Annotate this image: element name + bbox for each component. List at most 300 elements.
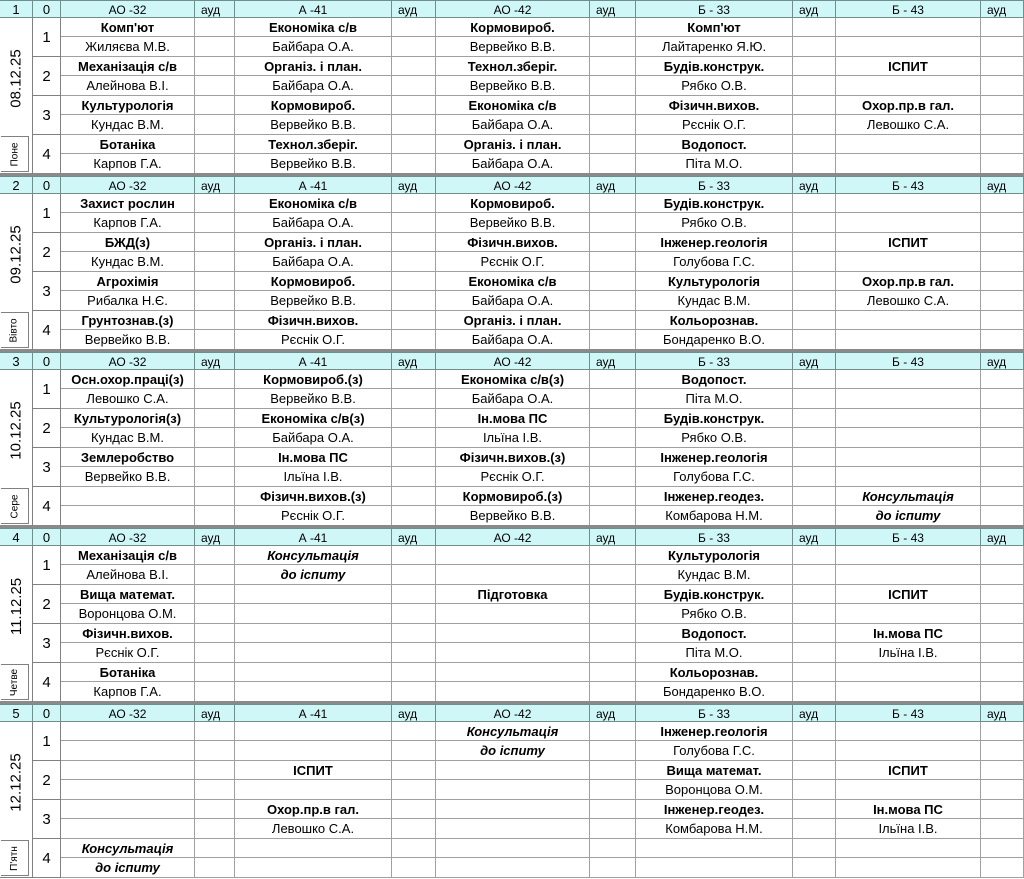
- teacher-cell: [836, 682, 981, 702]
- aud-cell: [195, 780, 235, 800]
- teacher-cell: [836, 76, 981, 96]
- aud-cell: [590, 252, 636, 272]
- teacher-cell: Ільїна І.В.: [836, 643, 981, 663]
- subject-cell: [836, 448, 981, 467]
- aud-cell: [392, 858, 436, 878]
- teacher-cell: Бондаренко В.О.: [636, 682, 793, 702]
- group-header: Б - 43: [836, 704, 981, 722]
- day-header-row: [0, 0, 1024, 18]
- teacher-cell: Вервейко В.В.: [235, 389, 392, 409]
- aud-cell: [195, 565, 235, 585]
- aud-cell: [392, 154, 436, 174]
- aud-cell: [981, 76, 1024, 96]
- aud-cell: [392, 682, 436, 702]
- aud-header: ауд: [392, 704, 436, 722]
- day-header-row: [0, 528, 1024, 546]
- teacher-cell: Голубова Г.С.: [636, 252, 793, 272]
- aud-cell: [793, 291, 836, 311]
- teacher-cell: [61, 780, 195, 800]
- aud-cell: [392, 565, 436, 585]
- teacher-cell: Вервейко В.В.: [61, 330, 195, 350]
- teacher-cell: [836, 467, 981, 487]
- aud-cell: [590, 370, 636, 389]
- aud-cell: [590, 330, 636, 350]
- aud-cell: [981, 330, 1024, 350]
- teacher-cell: Воронцова О.М.: [636, 780, 793, 800]
- aud-cell: [195, 57, 235, 76]
- aud-header: ауд: [590, 0, 636, 18]
- subject-cell: [61, 487, 195, 506]
- teacher-cell: [61, 741, 195, 761]
- teacher-cell: [636, 858, 793, 878]
- aud-cell: [590, 800, 636, 819]
- teacher-cell: [61, 819, 195, 839]
- aud-cell: [981, 682, 1024, 702]
- teacher-cell: [235, 643, 392, 663]
- aud-cell: [981, 18, 1024, 37]
- subject-cell: Інженер.геологія: [636, 233, 793, 252]
- day-date: [0, 18, 33, 138]
- teacher-cell: Байбара О.А.: [235, 76, 392, 96]
- aud-cell: [392, 428, 436, 448]
- date-column: [0, 194, 33, 350]
- group-header: А -41: [235, 528, 392, 546]
- teacher-cell: Лайтаренко Я.Ю.: [636, 37, 793, 57]
- teacher-cell: Левошко С.А.: [235, 819, 392, 839]
- subject-cell: [836, 546, 981, 565]
- aud-header: ауд: [590, 704, 636, 722]
- aud-header: ауд: [793, 176, 836, 194]
- subject-cell: Ботаніка: [61, 135, 195, 154]
- aud-cell: [981, 624, 1024, 643]
- aud-cell: [793, 448, 836, 467]
- aud-cell: [981, 819, 1024, 839]
- subject-cell: Фізичн.вихов.(з): [436, 448, 590, 467]
- day-number: 4: [0, 528, 33, 546]
- aud-cell: [981, 643, 1024, 663]
- subject-cell: Культурологія(з): [61, 409, 195, 428]
- aud-cell: [392, 135, 436, 154]
- teacher-cell: до іспиту: [436, 741, 590, 761]
- group-header: Б - 33: [636, 528, 793, 546]
- weekday-text: П'ятн: [9, 845, 20, 871]
- subject-cell: Організ. і план.: [436, 135, 590, 154]
- teacher-cell: Комбарова Н.М.: [636, 819, 793, 839]
- teacher-cell: Вервейко В.В.: [436, 506, 590, 526]
- aud-cell: [590, 722, 636, 741]
- aud-header: ауд: [981, 704, 1024, 722]
- teacher-cell: до іспиту: [61, 858, 195, 878]
- aud-cell: [590, 213, 636, 233]
- aud-cell: [392, 252, 436, 272]
- teacher-cell: Рєснік О.Г.: [61, 643, 195, 663]
- day-date: [0, 722, 33, 842]
- aud-cell: [981, 96, 1024, 115]
- aud-cell: [793, 839, 836, 858]
- subject-cell: Комп'ют: [636, 18, 793, 37]
- aud-cell: [793, 135, 836, 154]
- subject-cell: [235, 585, 392, 604]
- teacher-cell: Байбара О.А.: [436, 389, 590, 409]
- day-block: [0, 176, 1024, 350]
- aud-cell: [590, 780, 636, 800]
- aud-cell: [981, 467, 1024, 487]
- teacher-cell: Рябко О.В.: [636, 604, 793, 624]
- day-date-text: 09.12.25: [8, 224, 26, 284]
- teacher-cell: [235, 741, 392, 761]
- teacher-cell: Алейнова В.І.: [61, 76, 195, 96]
- aud-cell: [195, 154, 235, 174]
- subject-cell: [836, 370, 981, 389]
- subject-cell: [235, 722, 392, 741]
- lesson-zero-label: 0: [33, 528, 61, 546]
- lesson-number: 1: [33, 370, 61, 409]
- aud-header: ауд: [590, 528, 636, 546]
- aud-cell: [590, 858, 636, 878]
- teacher-cell: [436, 858, 590, 878]
- subject-cell: Грунтознав.(з): [61, 311, 195, 330]
- subject-cell: [61, 761, 195, 780]
- aud-header: ауд: [392, 0, 436, 18]
- aud-cell: [195, 839, 235, 858]
- subject-cell: Інженер.геологія: [636, 448, 793, 467]
- teacher-cell: [235, 604, 392, 624]
- lesson-zero-label: 0: [33, 704, 61, 722]
- subject-cell: Консультація: [235, 546, 392, 565]
- aud-cell: [392, 311, 436, 330]
- group-header: Б - 33: [636, 0, 793, 18]
- teacher-cell: Байбара О.А.: [235, 37, 392, 57]
- aud-cell: [195, 213, 235, 233]
- aud-cell: [392, 57, 436, 76]
- teacher-cell: [836, 213, 981, 233]
- aud-cell: [195, 487, 235, 506]
- group-header: АО -42: [436, 528, 590, 546]
- day-date-text: 08.12.25: [8, 48, 26, 108]
- aud-cell: [981, 741, 1024, 761]
- lesson-number: 1: [33, 18, 61, 57]
- aud-cell: [793, 819, 836, 839]
- aud-cell: [590, 154, 636, 174]
- aud-cell: [793, 115, 836, 135]
- aud-cell: [590, 272, 636, 291]
- teacher-cell: Рєснік О.Г.: [436, 467, 590, 487]
- aud-cell: [392, 487, 436, 506]
- aud-cell: [981, 233, 1024, 252]
- aud-cell: [590, 663, 636, 682]
- teacher-cell: Рибалка Н.Є.: [61, 291, 195, 311]
- aud-cell: [195, 585, 235, 604]
- subject-cell: Агрохімія: [61, 272, 195, 291]
- aud-cell: [590, 643, 636, 663]
- aud-cell: [195, 96, 235, 115]
- subject-cell: Консультація: [61, 839, 195, 858]
- teacher-cell: [836, 252, 981, 272]
- subject-cell: Культурологія: [636, 272, 793, 291]
- subject-cell: ІСПИТ: [836, 761, 981, 780]
- weekday-text: Поне: [9, 142, 20, 166]
- aud-cell: [793, 565, 836, 585]
- teacher-cell: [836, 389, 981, 409]
- lesson-number: 4: [33, 839, 61, 878]
- aud-cell: [793, 311, 836, 330]
- aud-cell: [392, 389, 436, 409]
- aud-cell: [392, 233, 436, 252]
- aud-header: ауд: [195, 0, 235, 18]
- aud-cell: [195, 722, 235, 741]
- teacher-cell: [235, 682, 392, 702]
- teacher-cell: Ільїна І.В.: [836, 819, 981, 839]
- subject-cell: Ін.мова ПС: [836, 800, 981, 819]
- subject-cell: Вища математ.: [61, 585, 195, 604]
- aud-cell: [590, 624, 636, 643]
- subject-cell: Технол.зберіг.: [235, 135, 392, 154]
- subject-cell: Організ. і план.: [235, 57, 392, 76]
- teacher-cell: [836, 330, 981, 350]
- aud-cell: [981, 115, 1024, 135]
- subject-cell: Водопост.: [636, 624, 793, 643]
- teacher-cell: [436, 819, 590, 839]
- subject-cell: Фізичн.вихов.: [436, 233, 590, 252]
- aud-cell: [195, 233, 235, 252]
- subject-cell: [836, 722, 981, 741]
- aud-cell: [793, 154, 836, 174]
- group-header: А -41: [235, 704, 392, 722]
- teacher-cell: Кундас В.М.: [636, 565, 793, 585]
- aud-header: ауд: [793, 352, 836, 370]
- subject-cell: [836, 194, 981, 213]
- group-header: АО -32: [61, 704, 195, 722]
- teacher-cell: Рябко О.В.: [636, 213, 793, 233]
- subject-cell: Осн.охор.праці(з): [61, 370, 195, 389]
- aud-cell: [392, 780, 436, 800]
- aud-cell: [392, 76, 436, 96]
- teacher-cell: [436, 643, 590, 663]
- group-header: АО -32: [61, 0, 195, 18]
- date-column: [0, 546, 33, 702]
- subject-cell: Інженер.геодез.: [636, 487, 793, 506]
- lesson-number: 2: [33, 761, 61, 800]
- aud-cell: [793, 858, 836, 878]
- teacher-cell: Байбара О.А.: [235, 213, 392, 233]
- teacher-cell: [836, 154, 981, 174]
- aud-cell: [793, 252, 836, 272]
- teacher-cell: Рєснік О.Г.: [436, 252, 590, 272]
- aud-cell: [981, 800, 1024, 819]
- aud-cell: [981, 194, 1024, 213]
- aud-cell: [392, 624, 436, 643]
- subject-cell: Ін.мова ПС: [836, 624, 981, 643]
- subject-cell: ІСПИТ: [836, 233, 981, 252]
- teacher-cell: [836, 37, 981, 57]
- lesson-number: 3: [33, 448, 61, 487]
- aud-cell: [590, 761, 636, 780]
- subject-cell: [436, 546, 590, 565]
- aud-cell: [793, 389, 836, 409]
- aud-cell: [981, 311, 1024, 330]
- subject-cell: Будів.конструк.: [636, 409, 793, 428]
- aud-cell: [981, 272, 1024, 291]
- subject-cell: [836, 839, 981, 858]
- aud-cell: [590, 546, 636, 565]
- day-block: [0, 0, 1024, 174]
- teacher-cell: [436, 565, 590, 585]
- weekday-text: Вівто: [8, 317, 20, 343]
- teacher-cell: [61, 506, 195, 526]
- lesson-number: 3: [33, 800, 61, 839]
- day-date-text: 10.12.25: [8, 400, 26, 460]
- aud-cell: [590, 37, 636, 57]
- teacher-cell: Вервейко В.В.: [436, 37, 590, 57]
- group-header: А -41: [235, 352, 392, 370]
- teacher-cell: Карпов Г.А.: [61, 682, 195, 702]
- lesson-zero-label: 0: [33, 176, 61, 194]
- subject-cell: Економіка с/в: [436, 272, 590, 291]
- aud-cell: [981, 839, 1024, 858]
- teacher-cell: [836, 858, 981, 878]
- teacher-cell: до іспиту: [235, 565, 392, 585]
- aud-cell: [590, 409, 636, 428]
- subject-cell: Кормовироб.: [436, 194, 590, 213]
- aud-cell: [793, 467, 836, 487]
- aud-cell: [793, 18, 836, 37]
- teacher-cell: Комбарова Н.М.: [636, 506, 793, 526]
- teacher-cell: Байбара О.А.: [436, 115, 590, 135]
- subject-cell: [636, 839, 793, 858]
- aud-cell: [392, 663, 436, 682]
- subject-cell: Захист рослин: [61, 194, 195, 213]
- aud-cell: [195, 448, 235, 467]
- teacher-cell: Жиляєва М.В.: [61, 37, 195, 57]
- group-header: АО -42: [436, 352, 590, 370]
- aud-cell: [195, 428, 235, 448]
- teacher-cell: Левошко С.А.: [836, 115, 981, 135]
- aud-cell: [981, 722, 1024, 741]
- subject-cell: БЖД(з): [61, 233, 195, 252]
- group-header: АО -42: [436, 0, 590, 18]
- aud-header: ауд: [981, 0, 1024, 18]
- day-date-text: 11.12.25: [8, 577, 25, 635]
- subject-cell: [836, 663, 981, 682]
- teacher-cell: Байбара О.А.: [235, 428, 392, 448]
- lesson-number: 3: [33, 272, 61, 311]
- subject-cell: Кольорознав.: [636, 663, 793, 682]
- aud-cell: [590, 96, 636, 115]
- subject-cell: Фізичн.вихов.: [235, 311, 392, 330]
- aud-cell: [590, 76, 636, 96]
- aud-cell: [392, 585, 436, 604]
- subject-cell: Ботаніка: [61, 663, 195, 682]
- aud-cell: [793, 722, 836, 741]
- aud-cell: [392, 18, 436, 37]
- teacher-cell: Рєснік О.Г.: [235, 506, 392, 526]
- aud-header: ауд: [195, 176, 235, 194]
- aud-cell: [981, 565, 1024, 585]
- teacher-cell: Кундас В.М.: [61, 428, 195, 448]
- aud-header: ауд: [793, 704, 836, 722]
- lesson-number: 4: [33, 135, 61, 174]
- subject-cell: Консультація: [436, 722, 590, 741]
- teacher-cell: Рябко О.В.: [636, 76, 793, 96]
- teacher-cell: Байбара О.А.: [436, 330, 590, 350]
- subject-cell: Технол.зберіг.: [436, 57, 590, 76]
- aud-cell: [590, 506, 636, 526]
- subject-cell: Будів.конструк.: [636, 194, 793, 213]
- aud-cell: [195, 291, 235, 311]
- aud-cell: [195, 18, 235, 37]
- aud-cell: [195, 467, 235, 487]
- aud-cell: [793, 585, 836, 604]
- aud-cell: [392, 330, 436, 350]
- aud-cell: [981, 370, 1024, 389]
- aud-cell: [195, 800, 235, 819]
- aud-cell: [981, 37, 1024, 57]
- aud-cell: [590, 565, 636, 585]
- teacher-cell: Байбара О.А.: [436, 291, 590, 311]
- teacher-cell: [436, 780, 590, 800]
- subject-cell: Кормовироб.: [235, 272, 392, 291]
- aud-cell: [793, 624, 836, 643]
- subject-cell: Кормовироб.(з): [235, 370, 392, 389]
- aud-cell: [195, 643, 235, 663]
- aud-cell: [981, 252, 1024, 272]
- aud-cell: [793, 213, 836, 233]
- day-number: 3: [0, 352, 33, 370]
- lesson-zero-label: 0: [33, 352, 61, 370]
- subject-cell: [61, 800, 195, 819]
- teacher-cell: Вервейко В.В.: [235, 115, 392, 135]
- aud-cell: [590, 57, 636, 76]
- aud-cell: [793, 663, 836, 682]
- weekday-text: Четве: [9, 668, 20, 696]
- aud-cell: [392, 506, 436, 526]
- aud-cell: [392, 448, 436, 467]
- aud-cell: [793, 741, 836, 761]
- aud-cell: [392, 37, 436, 57]
- aud-cell: [793, 370, 836, 389]
- aud-cell: [392, 800, 436, 819]
- aud-cell: [392, 272, 436, 291]
- aud-cell: [793, 546, 836, 565]
- group-header: А -41: [235, 176, 392, 194]
- group-header: Б - 33: [636, 176, 793, 194]
- aud-cell: [981, 604, 1024, 624]
- aud-cell: [195, 819, 235, 839]
- aud-cell: [793, 800, 836, 819]
- aud-header: ауд: [981, 176, 1024, 194]
- lesson-number: 1: [33, 194, 61, 233]
- aud-cell: [195, 252, 235, 272]
- day-number: 2: [0, 176, 33, 194]
- aud-cell: [195, 311, 235, 330]
- lesson-number: 3: [33, 96, 61, 135]
- aud-cell: [392, 291, 436, 311]
- aud-cell: [981, 409, 1024, 428]
- aud-cell: [392, 604, 436, 624]
- aud-cell: [392, 213, 436, 233]
- subject-cell: [436, 800, 590, 819]
- aud-cell: [195, 370, 235, 389]
- subject-cell: Підготовка: [436, 585, 590, 604]
- aud-cell: [392, 467, 436, 487]
- subject-cell: Фізичн.вихов.(з): [235, 487, 392, 506]
- aud-cell: [392, 194, 436, 213]
- aud-header: ауд: [195, 352, 235, 370]
- subject-cell: Економіка с/в(з): [436, 370, 590, 389]
- aud-cell: [590, 115, 636, 135]
- lesson-zero-label: 0: [33, 0, 61, 18]
- lesson-number: 2: [33, 585, 61, 624]
